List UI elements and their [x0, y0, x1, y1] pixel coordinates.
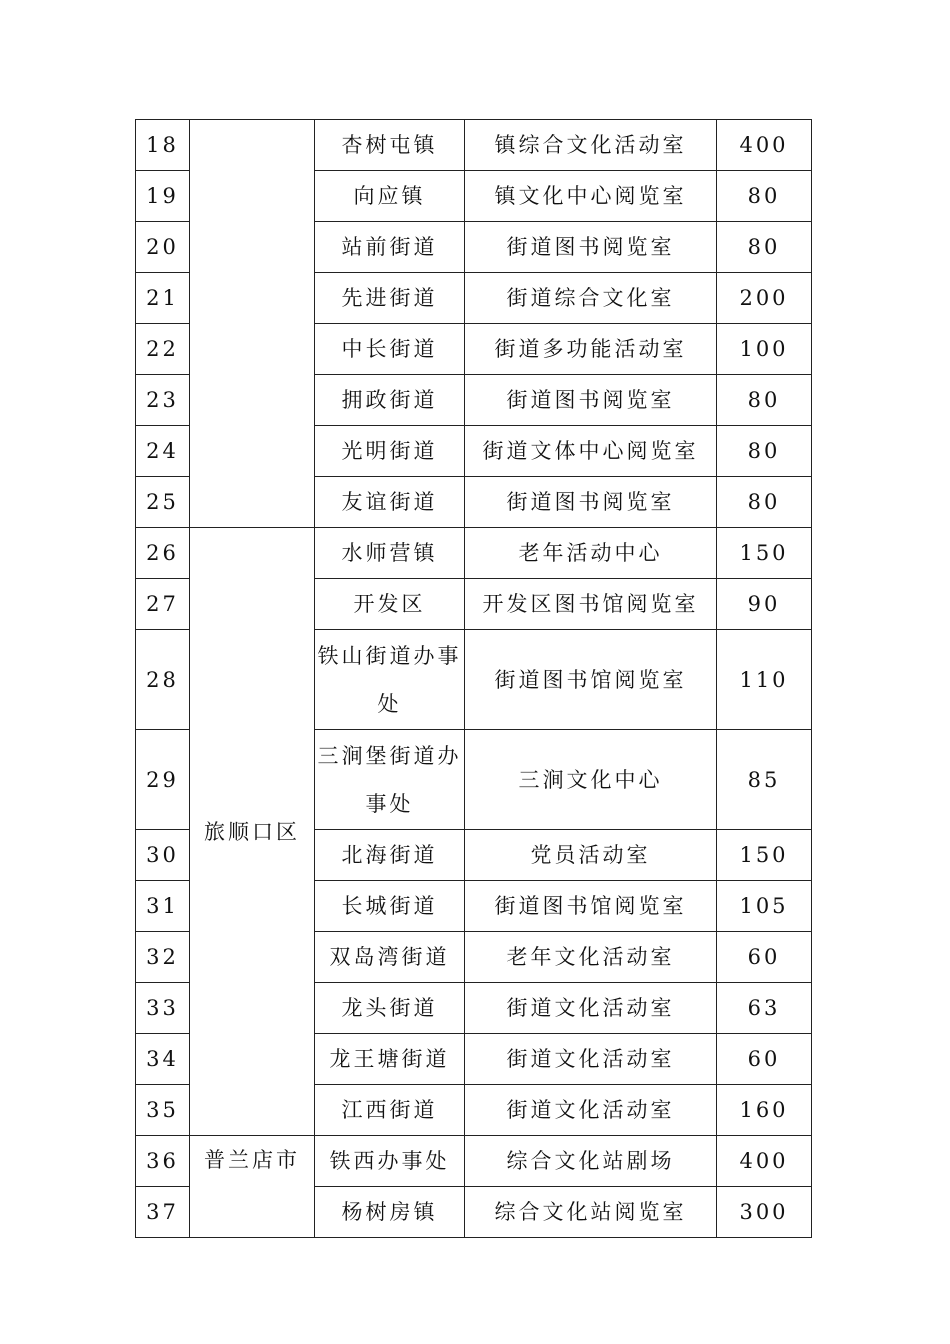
- area-cell: 150: [717, 528, 812, 579]
- facility-cell: 街道图书馆阅览室: [465, 630, 717, 730]
- row-number: 34: [136, 1034, 190, 1085]
- town-cell: 杨树房镇: [315, 1187, 465, 1238]
- area-cell: 150: [717, 830, 812, 881]
- row-number: 29: [136, 730, 190, 830]
- row-number: 30: [136, 830, 190, 881]
- facility-cell: 开发区图书馆阅览室: [465, 579, 717, 630]
- town-cell: 友谊街道: [315, 477, 465, 528]
- row-number: 23: [136, 375, 190, 426]
- row-number: 27: [136, 579, 190, 630]
- area-cell: 100: [717, 324, 812, 375]
- facility-cell: 街道文化活动室: [465, 983, 717, 1034]
- area-cell: 160: [717, 1085, 812, 1136]
- row-number: 20: [136, 222, 190, 273]
- facility-cell: 街道综合文化室: [465, 273, 717, 324]
- table-row: [136, 1136, 812, 1187]
- row-number: 24: [136, 426, 190, 477]
- row-number: 37: [136, 1187, 190, 1238]
- town-cell: 中长街道: [315, 324, 465, 375]
- town-cell: 江西街道: [315, 1085, 465, 1136]
- facility-cell: 综合文化站阅览室: [465, 1187, 717, 1238]
- area-cell: 60: [717, 1034, 812, 1085]
- district-cell: 旅顺口区: [190, 528, 315, 1136]
- row-number: 25: [136, 477, 190, 528]
- area-cell: 85: [717, 730, 812, 830]
- table-row: [136, 528, 812, 579]
- facility-cell: 综合文化站剧场: [465, 1136, 717, 1187]
- row-number: 33: [136, 983, 190, 1034]
- town-cell: 光明街道: [315, 426, 465, 477]
- town-cell: 长城街道: [315, 881, 465, 932]
- facility-cell: 街道图书阅览室: [465, 477, 717, 528]
- row-number: 26: [136, 528, 190, 579]
- row-number: 32: [136, 932, 190, 983]
- row-number: 22: [136, 324, 190, 375]
- facility-cell: 老年文化活动室: [465, 932, 717, 983]
- area-cell: 400: [717, 120, 812, 171]
- area-cell: 90: [717, 579, 812, 630]
- facility-cell: 街道多功能活动室: [465, 324, 717, 375]
- area-cell: 300: [717, 1187, 812, 1238]
- town-cell: 站前街道: [315, 222, 465, 273]
- town-cell: 双岛湾街道: [315, 932, 465, 983]
- town-cell: 铁山街道办事处: [315, 630, 465, 730]
- area-cell: 80: [717, 171, 812, 222]
- area-cell: 110: [717, 630, 812, 730]
- facility-cell: 街道文化活动室: [465, 1034, 717, 1085]
- facility-cell: 党员活动室: [465, 830, 717, 881]
- row-number: 36: [136, 1136, 190, 1187]
- area-cell: 80: [717, 375, 812, 426]
- town-cell: 铁西办事处: [315, 1136, 465, 1187]
- district-cell: [190, 120, 315, 528]
- town-cell: 龙王塘街道: [315, 1034, 465, 1085]
- facility-cell: 镇综合文化活动室: [465, 120, 717, 171]
- row-number: 35: [136, 1085, 190, 1136]
- table-row: [136, 120, 812, 171]
- town-cell: 先进街道: [315, 273, 465, 324]
- row-number: 28: [136, 630, 190, 730]
- area-cell: 60: [717, 932, 812, 983]
- row-number: 19: [136, 171, 190, 222]
- facility-cell: 镇文化中心阅览室: [465, 171, 717, 222]
- town-cell: 水师营镇: [315, 528, 465, 579]
- area-cell: 63: [717, 983, 812, 1034]
- facility-cell: 街道文化活动室: [465, 1085, 717, 1136]
- area-cell: 80: [717, 222, 812, 273]
- town-cell: 北海街道: [315, 830, 465, 881]
- town-cell: 开发区: [315, 579, 465, 630]
- facility-cell: 街道图书阅览室: [465, 375, 717, 426]
- facility-cell: 老年活动中心: [465, 528, 717, 579]
- town-cell: 龙头街道: [315, 983, 465, 1034]
- row-number: 18: [136, 120, 190, 171]
- row-number: 31: [136, 881, 190, 932]
- facility-cell: 街道图书馆阅览室: [465, 881, 717, 932]
- facility-cell: 街道图书阅览室: [465, 222, 717, 273]
- town-cell: 拥政街道: [315, 375, 465, 426]
- row-number: 21: [136, 273, 190, 324]
- town-cell: 向应镇: [315, 171, 465, 222]
- town-cell: 三涧堡街道办事处: [315, 730, 465, 830]
- facility-cell: 街道文体中心阅览室: [465, 426, 717, 477]
- district-cell: 普兰店市: [190, 1136, 315, 1238]
- facility-table: [135, 119, 812, 1238]
- area-cell: 105: [717, 881, 812, 932]
- town-cell: 杏树屯镇: [315, 120, 465, 171]
- area-cell: 80: [717, 426, 812, 477]
- area-cell: 200: [717, 273, 812, 324]
- area-cell: 80: [717, 477, 812, 528]
- facility-cell: 三涧文化中心: [465, 730, 717, 830]
- area-cell: 400: [717, 1136, 812, 1187]
